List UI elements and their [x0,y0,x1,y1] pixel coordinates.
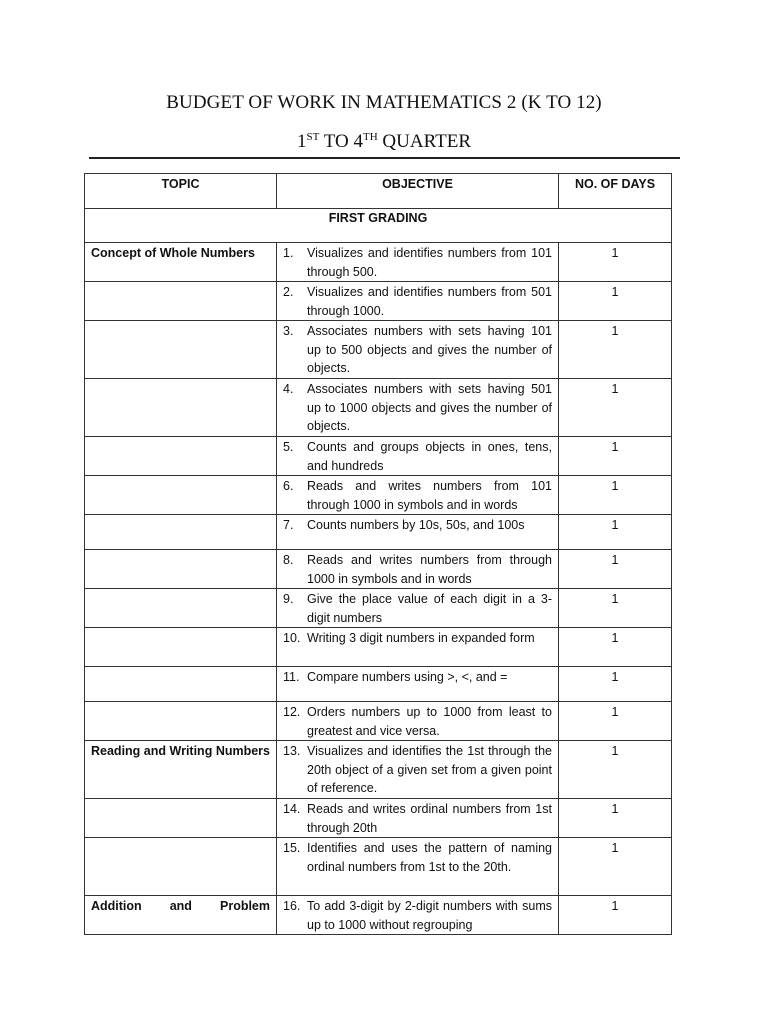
days-cell: 1 [559,282,672,321]
topic-cell [85,589,277,628]
topic-cell [85,550,277,589]
table-row [85,243,672,282]
document-title: BUDGET OF WORK IN MATHEMATICS 2 (K TO 12) [166,92,602,113]
objective-item [283,477,552,514]
document-subtitle [0,131,768,153]
objective-cell [277,282,559,321]
objective-number: 9. [283,592,294,606]
table-row [85,437,672,476]
header-topic: TOPIC [85,174,277,209]
objective-cell [277,799,559,838]
title-underline [89,157,680,159]
table-row [85,379,672,437]
objective-cell [277,550,559,589]
objective-item [283,244,552,281]
days-cell: 1 [559,667,672,702]
objective-item [283,551,552,588]
header-days: NO. OF DAYS [559,174,672,209]
objective-number: 7. [283,518,294,532]
days-cell: 1 [559,437,672,476]
table-row [85,628,672,667]
days-cell: 1 [559,476,672,515]
objective-text: Reads and writes numbers from through 1000 in symbols and in words [307,553,552,586]
objective-text: Writing 3 digit numbers in expanded form [307,631,535,645]
objective-text: Counts numbers by 10s, 50s, and 100s [307,518,525,532]
objective-item [283,800,552,837]
table-row [85,476,672,515]
topic-cell [85,838,277,896]
budget-table [84,173,672,935]
objective-cell [277,838,559,896]
days-cell: 1 [559,799,672,838]
objective-number: 2. [283,285,294,299]
topic-cell [85,799,277,838]
days-cell: 1 [559,896,672,935]
subtitle-part-c: QUARTER [377,131,471,152]
objective-cell [277,702,559,741]
objective-text: To add 3-digit by 2-digit numbers with sums up to 1000 without regrouping [307,899,552,932]
objective-number: 12. [283,705,301,719]
table-row [85,515,672,550]
objective-number: 4. [283,382,294,396]
table-row [85,799,672,838]
topic-cell [85,702,277,741]
objective-number: 15. [283,841,301,855]
objective-number: 16. [283,899,301,913]
days-cell: 1 [559,379,672,437]
objective-item [283,438,552,475]
objective-cell [277,741,559,799]
objective-text: Associates numbers with sets having 501 up to 1000 objects and gives the number of objects. [307,382,552,433]
objective-cell [277,476,559,515]
topic-cell: Concept of Whole Numbers [85,243,277,282]
objective-item [283,668,552,687]
objective-cell [277,243,559,282]
table-row [85,550,672,589]
topic-cell [85,476,277,515]
days-cell: 1 [559,243,672,282]
topic-cell [85,437,277,476]
topic-cell: Reading and Writing Numbers [85,741,277,799]
topic-cell [85,667,277,702]
objective-item [283,380,552,436]
objective-number: 10. [283,631,301,645]
days-cell: 1 [559,741,672,799]
objective-number: 8. [283,553,294,567]
objective-text: Give the place value of each digit in a 3-digit numbers [307,592,552,625]
objective-item [283,629,552,648]
table-header-row [85,174,672,209]
objective-text: Visualizes and identifies numbers from 501 through 1000. [307,285,552,318]
subtitle-part-a: 1 [297,131,307,152]
objective-cell [277,515,559,550]
section-row [85,209,672,243]
objective-item [283,839,552,876]
table-row [85,282,672,321]
table-row [85,667,672,702]
table-row [85,589,672,628]
objective-text: Visualizes and identifies the 1st through the 20th object of a given set from a given point of reference. [307,744,552,795]
objective-text: Visualizes and identifies numbers from 101 through 500. [307,246,552,279]
table-row [85,321,672,379]
topic-cell [85,379,277,437]
days-cell: 1 [559,628,672,667]
objective-cell [277,628,559,667]
objective-text: Orders numbers up to 1000 from least to greatest and vice versa. [307,705,552,738]
days-cell: 1 [559,702,672,741]
topic-cell: Addition and Problem [85,896,277,935]
objective-number: 3. [283,324,294,338]
days-cell: 1 [559,589,672,628]
objective-text: Identifies and uses the pattern of naming ordinal numbers from 1st to the 20th. [307,841,552,874]
objective-cell [277,896,559,935]
objective-text: Associates numbers with sets having 101 up to 500 objects and gives the number of objects. [307,324,552,375]
objective-number: 14. [283,802,301,816]
topic-cell [85,628,277,667]
objective-item [283,742,552,798]
objective-number: 11. [283,670,300,684]
objective-text: Reads and writes numbers from 101 through 1000 in symbols and in words [307,479,552,512]
objective-cell [277,437,559,476]
table-row [85,741,672,799]
topic-cell [85,282,277,321]
topic-cell [85,321,277,379]
topic-cell [85,515,277,550]
objective-cell [277,321,559,379]
objective-text: Counts and groups objects in ones, tens, and hundreds [307,440,552,473]
objective-cell [277,379,559,437]
days-cell: 1 [559,321,672,379]
objective-item [283,516,552,535]
objective-number: 1. [283,246,294,260]
objective-item [283,590,552,627]
subtitle-sup-b: TH [362,131,378,143]
table-row [85,838,672,896]
objective-text: Reads and writes ordinal numbers from 1st through 20th [307,802,552,835]
subtitle-part-b: TO 4 [319,131,363,152]
table-row [85,896,672,935]
subtitle-sup-a: ST [306,131,320,143]
objective-number: 13. [283,744,301,758]
objective-number: 5. [283,440,294,454]
days-cell: 1 [559,550,672,589]
header-objective: OBJECTIVE [277,174,559,209]
objective-cell [277,589,559,628]
days-cell: 1 [559,838,672,896]
objective-cell [277,667,559,702]
objective-item [283,897,552,934]
objective-text: Compare numbers using >, <, and = [307,670,508,684]
days-cell: 1 [559,515,672,550]
section-label: FIRST GRADING [85,209,672,243]
objective-number: 6. [283,479,294,493]
objective-item [283,322,552,378]
table-row [85,702,672,741]
objective-item [283,703,552,740]
objective-item [283,283,552,320]
